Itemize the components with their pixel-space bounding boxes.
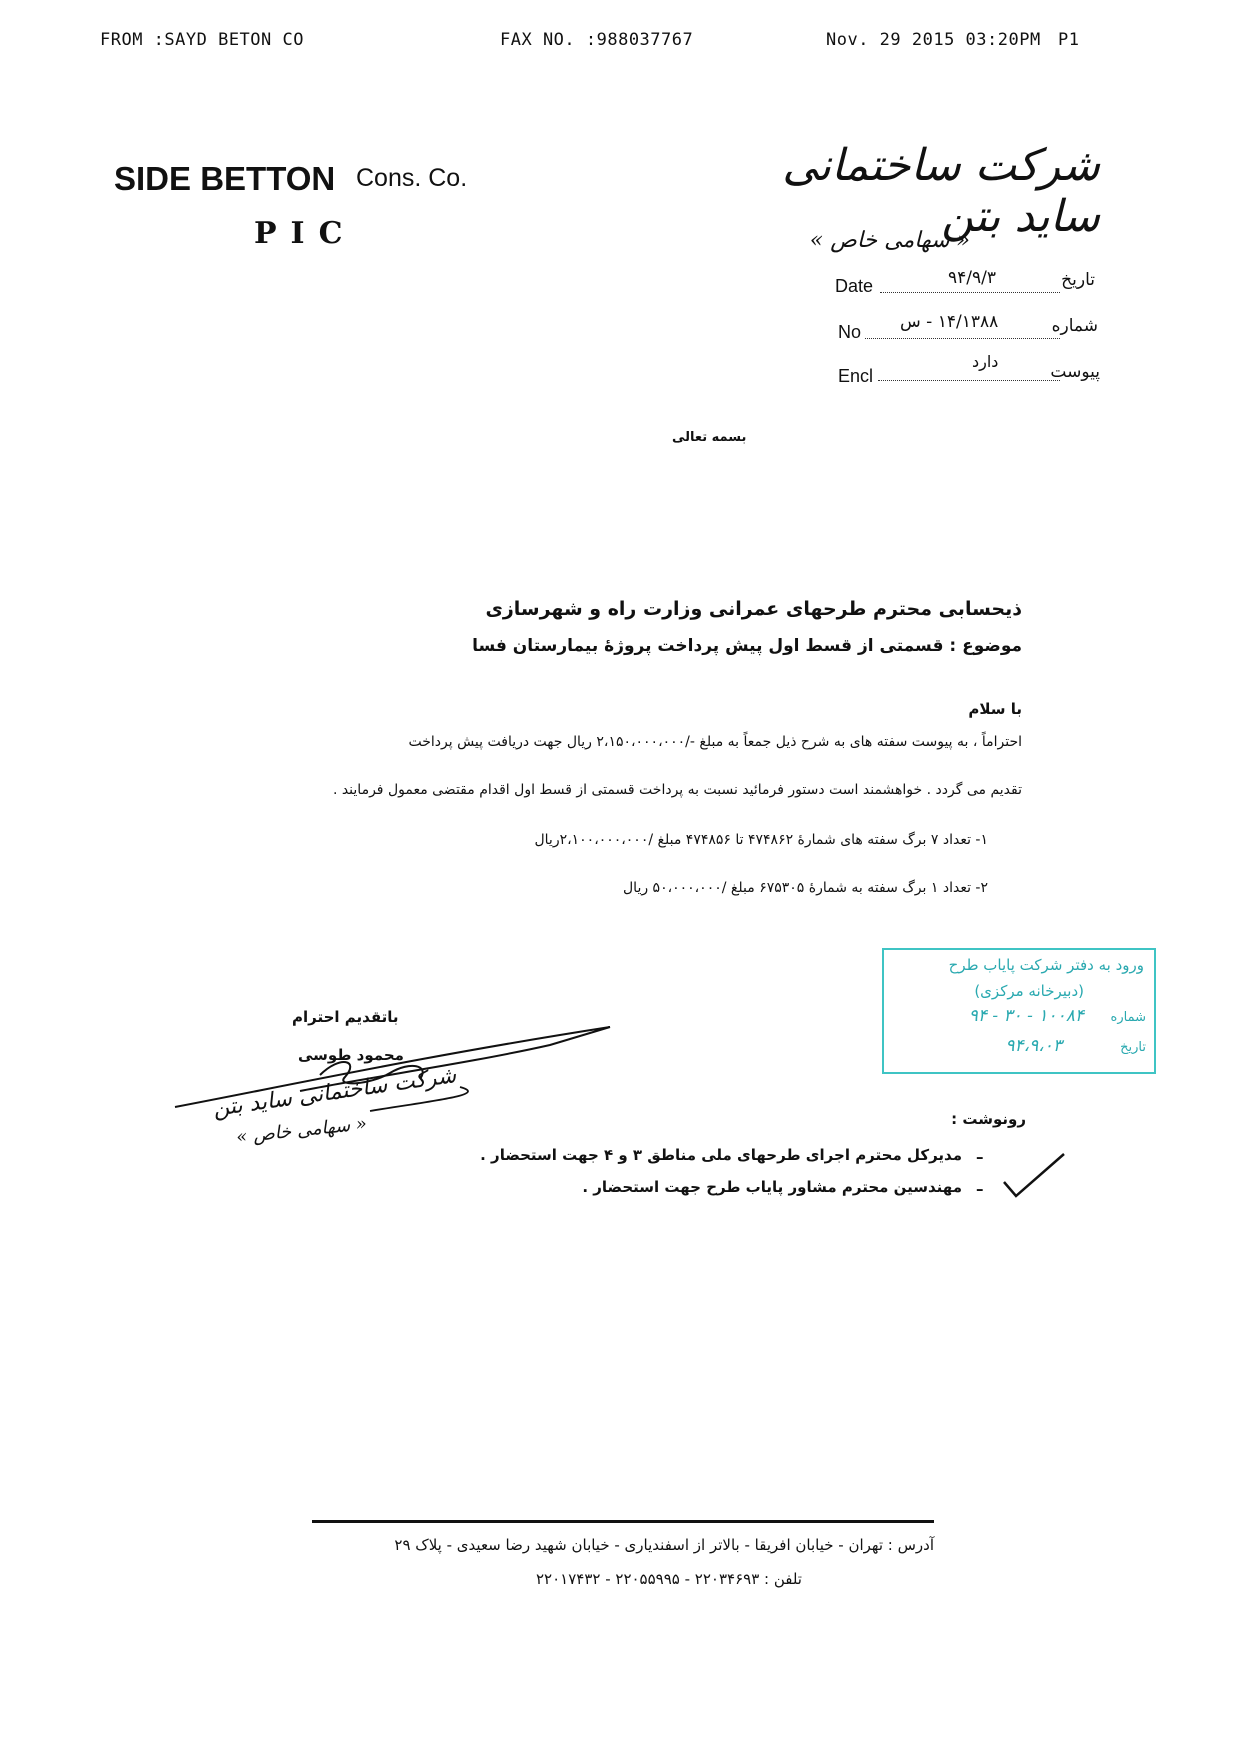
no-dots <box>865 338 1060 339</box>
fax-number: FAX NO. :988037767 <box>500 30 694 50</box>
recipient: ذیحسابی محترم طرحهای عمرانی وزارت راه و شهرسازی <box>485 598 1022 620</box>
date-label-en: Date <box>835 276 874 296</box>
checkmark-icon <box>1000 1150 1070 1200</box>
company-en-sub: PIC <box>254 216 357 251</box>
stamp-number-value: ۱۰۰۸۴ - ۳۰ - ۹۴ <box>968 1006 1084 1026</box>
closing-regards: باتقدیم احترام <box>292 1008 399 1026</box>
stamp-date-value: ۹۴،۹،۰۳ <box>1005 1036 1062 1056</box>
cc-dash-1: – <box>976 1148 984 1166</box>
item-1: ۱- تعداد ۷ برگ سفته های شمارهٔ ۴۷۴۸۶۲ تا ۴۷۴۸۵۶ مبلغ /۲،۱۰۰،۰۰۰،۰۰۰ریال <box>534 832 988 848</box>
stamp-line-2: (دبیرخانه مرکزی) <box>974 982 1084 1000</box>
encl-value: دارد <box>972 352 999 371</box>
no-value: ۱۴/۱۳۸۸ - س <box>900 312 999 332</box>
encl-dots <box>878 380 1060 381</box>
stamp-number-label: شماره <box>1110 1010 1146 1025</box>
encl-label-fa: پیوست <box>1050 362 1100 382</box>
fax-from: FROM :SAYD BETON CO <box>100 30 304 50</box>
company-en-suffix: Cons. Co. <box>356 164 468 192</box>
company-en-name: SIDE BETTON <box>114 160 336 197</box>
received-stamp <box>882 948 1156 1074</box>
greeting: با سلام <box>968 700 1022 718</box>
footer-address: آدرس : تهران - خیابان افریقا - بالاتر از اسفندیاری - خیابان شهید رضا سعیدی - پلاک ۲۹ <box>394 1536 934 1554</box>
subject: موضوع : قسمتی از قسط اول پیش پرداخت پروژهٔ بیمارستان فسا <box>472 636 1022 656</box>
stamp-date-label: تاریخ <box>1120 1040 1146 1055</box>
company-fa-name: شرکت ساختمانی ساید بتن <box>782 140 1100 242</box>
fax-datetime: Nov. 29 2015 03:20PM <box>826 30 1041 50</box>
cc-item-2: مهندسین محترم مشاور پایاب طرح جهت استحضار . <box>582 1178 962 1196</box>
cc-item-1: مدیرکل محترم اجرای طرحهای ملی مناطق ۳ و ۴ جهت استحضار . <box>480 1146 962 1164</box>
footer-phone: تلفن : ۲۲۰۳۴۶۹۳ - ۲۲۰۵۵۹۹۵ - ۲۲۰۱۷۴۳۲ <box>535 1570 802 1588</box>
date-label-fa: تاریخ <box>1061 270 1095 290</box>
date-value: ۹۴/۹/۳ <box>948 268 996 288</box>
company-fa-sub: « سهامی خاص » <box>809 228 970 253</box>
seal-line-1: شرکت ساختمانی ساید بتن <box>211 1063 458 1122</box>
cc-label: رونوشت : <box>951 1110 1026 1128</box>
body-line-2: تقدیم می گردد . خواهشمند است دستور فرمائید نسبت به پرداخت قسمتی از قسط اول اقدام مقتضی معمول فرمایند . <box>332 782 1022 798</box>
signature-graphic <box>170 1015 620 1125</box>
stamp-line-1: ورود به دفتر شرکت پایاب طرح <box>948 956 1144 974</box>
body-line-1: احتراماً ، به پیوست سفته های به شرح ذیل جمعاً به مبلغ -/۲،۱۵۰،۰۰۰،۰۰۰ ریال جهت دریافت پیش پرداخت <box>408 734 1022 750</box>
fax-page: P1 <box>1058 30 1080 50</box>
date-dots <box>880 292 1060 293</box>
signer-name: محمود طوسی <box>298 1046 404 1064</box>
encl-label-en: Encl <box>838 366 874 386</box>
no-label-en: No <box>838 322 862 342</box>
item-2: ۲- تعداد ۱ برگ سفته به شمارهٔ ۶۷۵۳۰۵ مبلغ /۵۰،۰۰۰،۰۰۰ ریال <box>623 880 988 896</box>
cc-dash-2: – <box>976 1180 984 1198</box>
bismillah: بسمه تعالی <box>672 430 747 445</box>
seal-line-2: « سهامی خاص » <box>235 1113 368 1148</box>
no-label-fa: شماره <box>1051 316 1098 336</box>
footer-rule <box>312 1520 934 1523</box>
